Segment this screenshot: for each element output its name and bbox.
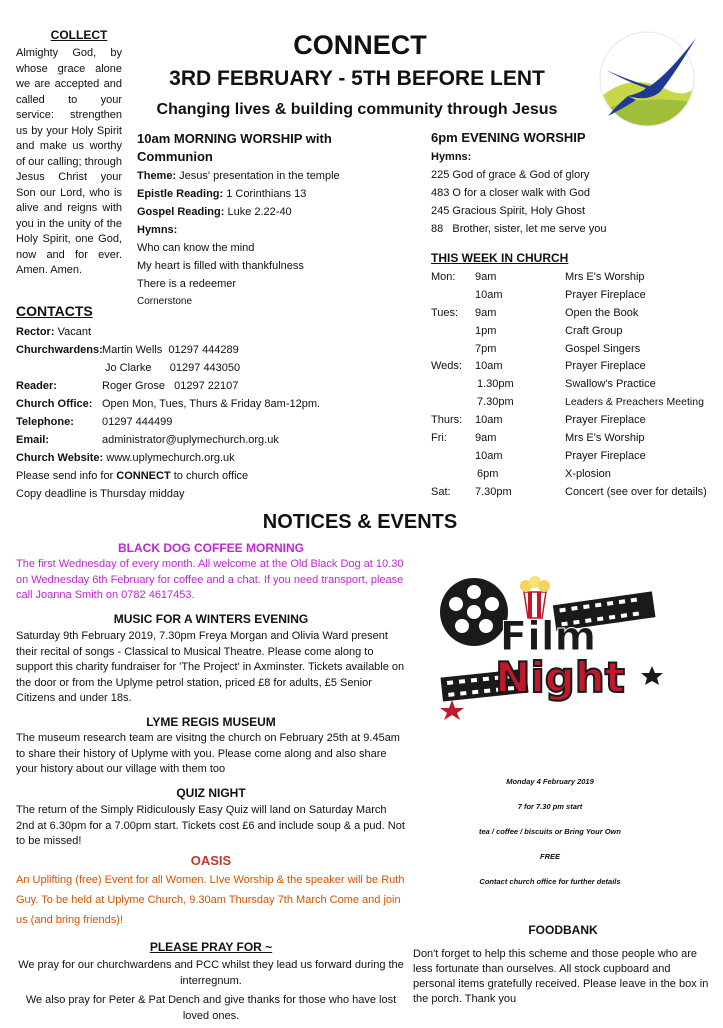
morning-hymn: There is a redeemer xyxy=(137,278,237,290)
schedule-event: Mrs E's Worship xyxy=(565,270,645,283)
table-row xyxy=(431,429,721,447)
rector-label: Rector: xyxy=(16,326,55,338)
schedule-time: 9am xyxy=(475,270,497,283)
evening-hymn: 88 Brother, sister, let me serve you xyxy=(431,223,607,235)
table-row xyxy=(431,357,721,375)
schedule-day xyxy=(431,393,475,411)
schedule-event: Concert (see over for details) xyxy=(565,485,707,498)
foodbank-heading: FOODBANK xyxy=(528,923,598,937)
epistle-label: Epistle Reading: xyxy=(137,188,224,200)
schedule-day: Fri: xyxy=(431,431,447,444)
schedule-day: Sat: xyxy=(431,485,451,498)
email-label: Email: xyxy=(16,434,50,446)
schedule-day: Mon: xyxy=(431,270,456,283)
evening-hymn: 483 O for a closer walk with God xyxy=(431,187,590,199)
churchwardens-label: Churchwardens: xyxy=(16,344,103,356)
morning-hymn: Cornerstone xyxy=(137,296,193,307)
table-row xyxy=(431,304,721,322)
music-text: Saturday 9th February 2019, 7.30pm Freya Morgan and Olivia Ward present their recital of songs - Classical to Musical Theatre. Please come along to support this charity fundraiser for 'The Project' in Axminster. Tickets available on the door or from the Uplyme petrol station, priced £8 for adults, £5 Senior Citizens and under 18s. xyxy=(16,630,405,704)
schedule-time: 1pm xyxy=(475,324,497,337)
telephone-label: Telephone: xyxy=(16,416,74,428)
send-info-text: Please send info for xyxy=(16,470,117,482)
table-row xyxy=(431,465,721,483)
table-row xyxy=(431,447,721,465)
email-link[interactable]: administrator@uplymechurch.org.uk xyxy=(102,434,279,446)
table-row xyxy=(431,375,721,393)
schedule-event: Prayer Fireplace xyxy=(565,288,646,301)
table-row xyxy=(431,483,721,501)
evening-hymn: 225 God of grace & God of glory xyxy=(431,169,590,181)
schedule-time: 9am xyxy=(475,431,497,444)
rector-value: Vacant xyxy=(54,326,92,338)
morning-hymn: My heart is filled with thankfulness xyxy=(137,260,304,272)
evening-hymn: 245 Gracious Spirit, Holy Ghost xyxy=(431,205,586,217)
film-date: Monday 4 February 2019 xyxy=(506,777,594,786)
newsletter-subtitle: 3RD FEBRUARY - 5TH BEFORE LENT xyxy=(169,67,545,90)
schedule-day xyxy=(431,375,475,393)
schedule-day: Tues: xyxy=(431,306,459,319)
churchwarden-1: Martin Wells 01297 444289 xyxy=(102,344,239,356)
schedule-time: 10am xyxy=(475,449,503,462)
popcorn-icon xyxy=(520,576,550,618)
schedule-day: Thurs: xyxy=(431,414,463,427)
schedule-event: Prayer Fireplace xyxy=(565,414,646,427)
evening-worship-heading: 6pm EVENING WORSHIP xyxy=(431,130,586,145)
collect-title: COLLECT xyxy=(50,28,108,42)
morning-worship-heading: 10am MORNING WORSHIP with Communion xyxy=(137,131,332,164)
schedule-time: 10am xyxy=(475,288,503,301)
film-logo-text: Film xyxy=(499,614,597,660)
newsletter-tagline: Changing lives & building community through Jesus xyxy=(156,101,558,118)
film-night-logo-icon xyxy=(436,570,664,720)
schedule-event: Gospel Singers xyxy=(565,342,641,355)
schedule-time: 1.30pm xyxy=(477,378,514,391)
prayer-text xyxy=(16,958,406,1028)
theme-label: Theme: xyxy=(137,170,177,182)
theme-value: Jesus' presentation in the temple xyxy=(176,170,340,182)
black-dog-text: The first Wednesday of every month. All welcome at the Old Black Dog at 10.30 on Wednesday 6th February for coffee and a chat. If you need transport, please call Joanna Smith on 0782 4617453. xyxy=(16,558,404,601)
schedule-time: 10am xyxy=(475,414,503,427)
film-reel-icon xyxy=(440,578,508,646)
epistle-value: 1 Corinthians 13 xyxy=(223,188,307,200)
schedule-day xyxy=(431,322,475,340)
collect-text: Almighty God, by whose grace alone we are accepted and called to your service: strengthen us by your Holy Spirit and make us worthy of our calling; through Jesus Christ your Son our Lord, who is alive and reigns with you in the unity of the Holy Spirit, one God, now and for ever. Amen. Amen. xyxy=(16,47,122,276)
prayer-paragraph: We also pray for Peter & Pat Dench and give thanks for those who have lost loved ones. xyxy=(25,994,397,1022)
prayer-heading: PLEASE PRAY FOR ~ xyxy=(149,940,273,954)
star-icon xyxy=(440,700,464,720)
table-row xyxy=(431,411,721,429)
schedule-event: Leaders & Preachers Meeting xyxy=(565,396,704,409)
schedule-event: Prayer Fireplace xyxy=(565,449,646,462)
church-office-hours: Open Mon, Tues, Thurs & Friday 8am-12pm. xyxy=(102,398,321,410)
schedule-time: 7.30pm xyxy=(477,396,514,409)
film-contact: Contact church office for further details xyxy=(479,877,621,886)
contacts-list xyxy=(16,323,416,503)
schedule-event: Swallow's Practice xyxy=(565,378,656,391)
schedule-time: 7pm xyxy=(475,342,497,355)
star-icon xyxy=(641,666,663,685)
church-office-label: Church Office: xyxy=(16,398,93,410)
evening-worship-details xyxy=(431,148,721,238)
send-info-connect: CONNECT xyxy=(116,470,171,482)
film-price: FREE xyxy=(539,852,560,861)
morning-worship-details xyxy=(137,167,417,311)
evening-hymns-label: Hymns: xyxy=(431,151,472,163)
notices-title: NOTICES & EVENTS xyxy=(262,511,458,533)
swallow-logo-icon xyxy=(588,30,706,128)
morning-hymn: Who can know the mind xyxy=(137,242,255,254)
quiz-heading: QUIZ NIGHT xyxy=(176,786,246,800)
schedule-event: Prayer Fireplace xyxy=(565,360,646,373)
schedule-day xyxy=(431,447,475,465)
music-heading: MUSIC FOR A WINTERS EVENING xyxy=(113,612,309,626)
quiz-text: The return of the Simply Ridiculously Easy Quiz will land on Saturday March 2nd at 6.30pm for a 7.00pm start. Tickets cost £6 and include soup & a pud. Not to be missed! xyxy=(16,804,405,847)
prayer-paragraph: We pray for our churchwardens and PCC whilst they lead us forward during the interregnum. xyxy=(18,959,404,987)
film-logo-text: Night xyxy=(495,653,625,702)
black-dog-heading: BLACK DOG COFFEE MORNING xyxy=(118,541,304,555)
contacts-heading: CONTACTS xyxy=(16,303,93,319)
table-row xyxy=(431,268,721,286)
film-time: 7 for 7.30 pm start xyxy=(517,802,583,811)
telephone-value: 01297 444499 xyxy=(102,416,173,428)
table-row xyxy=(431,393,721,411)
schedule-time: 6pm xyxy=(477,467,499,480)
table-row xyxy=(431,340,721,358)
schedule-day xyxy=(431,465,475,483)
website-label: Church Website: xyxy=(16,452,104,464)
film-night-details xyxy=(420,776,680,901)
gospel-value: Luke 2.22-40 xyxy=(224,206,292,218)
schedule-event: Open the Book xyxy=(565,306,639,319)
table-row xyxy=(431,322,721,340)
film-refreshments: tea / coffee / biscuits or Bring Your Own xyxy=(479,827,621,836)
schedule-time: 7.30pm xyxy=(475,485,512,498)
table-row xyxy=(431,286,721,304)
schedule-day xyxy=(431,340,475,358)
oasis-heading: OASIS xyxy=(190,853,232,868)
schedule-day xyxy=(431,286,475,304)
morning-hymns-label: Hymns: xyxy=(137,224,178,236)
website-link[interactable]: www.uplymechurch.org.uk xyxy=(103,452,235,464)
oasis-text: An Uplifting (free) Event for all Women. LIve Worship & the speaker will be Ruth Guy. To be held at Uplyme Church, 9.30am Thursday 7th March Come and join us (and bring friends)! xyxy=(16,874,405,926)
museum-heading: LYME REGIS MUSEUM xyxy=(146,715,276,729)
newsletter-title: CONNECT xyxy=(293,30,427,60)
schedule-time: 9am xyxy=(475,306,497,319)
schedule-event: Mrs E's Worship xyxy=(565,431,645,444)
schedule-event: X-plosion xyxy=(565,467,611,480)
copy-deadline: Copy deadline is Thursday midday xyxy=(16,488,185,500)
churchwarden-2: Jo Clarke 01297 443050 xyxy=(105,362,241,374)
send-info-tail: to church office xyxy=(170,470,249,482)
gospel-label: Gospel Reading: xyxy=(137,206,225,218)
this-week-schedule xyxy=(431,268,721,501)
this-week-heading: THIS WEEK IN CHURCH xyxy=(431,251,569,265)
schedule-time: 10am xyxy=(475,360,503,373)
reader-label: Reader: xyxy=(16,380,57,392)
schedule-event: Craft Group xyxy=(565,324,623,337)
museum-text: The museum research team are visitng the church on February 25th at 9.45am to share their history of Uplyme with you. Please come along and also share your history about our village with them too xyxy=(16,732,400,775)
foodbank-text: Don't forget to help this scheme and those people who are less fortunate than ourselves. All stock cupboard and personal items gratefully received. Please leave in the box in the porch. Thank you xyxy=(413,948,709,1005)
reader-value: Roger Grose 01297 22107 xyxy=(102,380,239,392)
schedule-day: Weds: xyxy=(431,360,462,373)
